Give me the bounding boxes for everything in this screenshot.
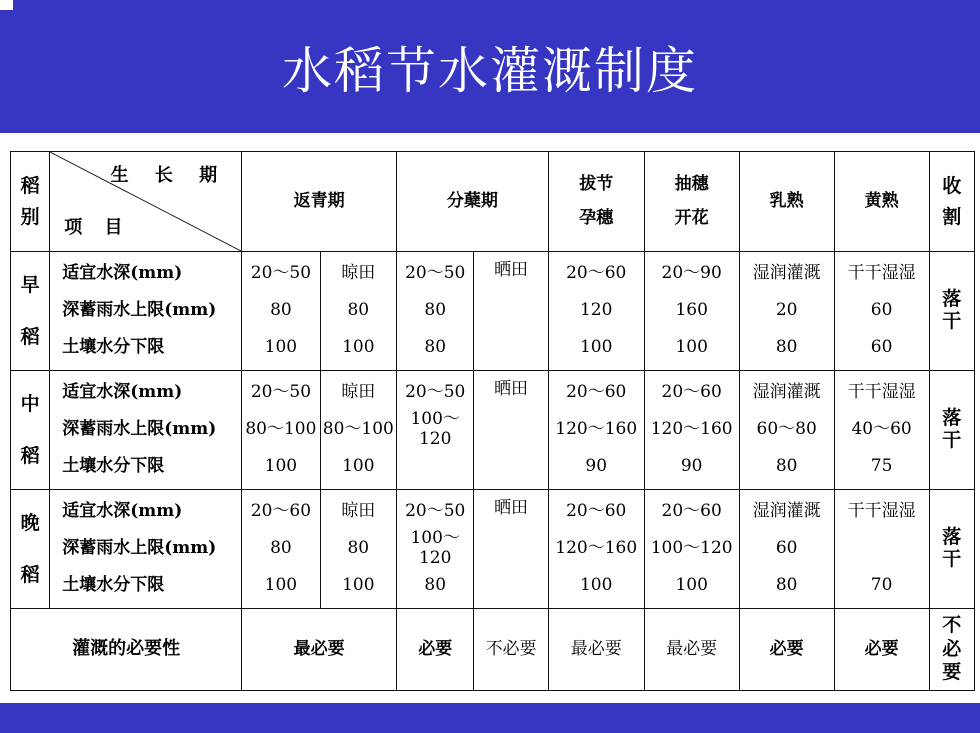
stage-header: 黄熟 — [834, 152, 929, 252]
diagonal-header-cell — [50, 152, 242, 252]
value-cell — [834, 371, 929, 490]
rice-type-cell: 早 稻 — [11, 252, 50, 371]
value-text: 80 — [775, 575, 798, 596]
value-cell — [834, 490, 929, 609]
necessity-cell: 不 必 要 — [929, 609, 974, 691]
value-text — [474, 527, 547, 564]
value-text: 100 — [264, 456, 298, 477]
value-text: 20～50 — [250, 382, 312, 403]
value-text: 90 — [585, 456, 608, 477]
value-text — [474, 326, 547, 363]
item-name: 适宜水深(mm) — [62, 501, 183, 522]
value-cell — [320, 490, 396, 609]
value-text: 20 — [775, 300, 798, 321]
value-cell — [397, 371, 474, 490]
necessity-cell: 最必要 — [644, 609, 739, 691]
value-text: 20～60 — [566, 382, 627, 403]
value-text: 70 — [870, 575, 893, 596]
harvest-cell: 落 干 — [929, 490, 974, 609]
stage-header: 返青期 — [242, 152, 397, 252]
value-text — [474, 564, 547, 601]
value-text: 20～90 — [661, 263, 722, 284]
value-text: 60 — [870, 337, 893, 358]
item-name: 土壤水分下限 — [62, 456, 165, 477]
value-text: 80 — [270, 538, 292, 559]
value-text: 120～160 — [555, 538, 638, 559]
rice-group-row — [11, 371, 975, 490]
item-name: 土壤水分下限 — [62, 575, 165, 596]
value-text: 晾田 — [341, 501, 376, 522]
value-text: 20～50 — [405, 501, 466, 522]
value-text: 80 — [775, 456, 798, 477]
value-text: 100 — [342, 337, 375, 358]
value-cell — [644, 371, 739, 490]
irrigation-table — [10, 151, 975, 691]
page-title: 水稻节水灌溉制度 — [282, 42, 698, 100]
value-text: 120 — [579, 300, 613, 321]
rice-type-cell: 晚 稻 — [11, 490, 50, 609]
rice-group-row — [11, 252, 975, 371]
value-text: 100～120 — [410, 528, 460, 568]
value-text: 晒田 — [494, 259, 529, 280]
value-text: 75 — [870, 456, 893, 477]
value-cell — [739, 490, 834, 609]
stage-header: 乳熟 — [739, 152, 834, 252]
value-text: 100 — [264, 337, 298, 358]
value-text: 100 — [579, 575, 613, 596]
value-cell — [397, 490, 474, 609]
item-name: 适宜水深(mm) — [62, 382, 183, 403]
rice-type-cell: 中 稻 — [11, 371, 50, 490]
value-text: 20～60 — [661, 382, 722, 403]
value-cell — [548, 490, 644, 609]
value-cell — [739, 252, 834, 371]
value-text: 20～50 — [250, 263, 312, 284]
header-row — [11, 152, 975, 252]
table-panel — [0, 133, 980, 703]
value-text: 晾田 — [341, 263, 376, 284]
item-name: 适宜水深(mm) — [62, 263, 183, 284]
value-text: 湿润灌溉 — [752, 382, 821, 403]
value-text: 80 — [347, 300, 370, 321]
value-text: 60 — [775, 538, 798, 559]
necessity-cell: 必要 — [397, 609, 474, 691]
value-text: 80 — [424, 575, 447, 596]
necessity-cell: 必要 — [739, 609, 834, 691]
rice-group-row — [11, 490, 975, 609]
value-cell — [548, 252, 644, 371]
value-cell — [242, 371, 320, 490]
value-text: 100 — [342, 456, 375, 477]
value-text: 60 — [870, 300, 893, 321]
value-text — [474, 445, 547, 482]
value-cell — [474, 252, 548, 371]
value-cell — [644, 490, 739, 609]
value-text: 100～120 — [650, 538, 733, 559]
value-text: 40～60 — [851, 419, 912, 440]
value-text: 干干湿湿 — [847, 501, 916, 522]
necessity-cell: 最必要 — [242, 609, 397, 691]
value-text: 20～50 — [405, 382, 466, 403]
value-text: 100 — [675, 337, 708, 358]
value-text: 80 — [270, 300, 292, 321]
value-text — [835, 531, 929, 568]
item-list-cell — [50, 490, 242, 609]
value-text: 100～120 — [410, 409, 460, 449]
value-text: 晒田 — [494, 497, 529, 518]
value-text: 晒田 — [494, 378, 529, 399]
necessity-label: 灌溉的必要性 — [11, 609, 242, 691]
value-text: 晾田 — [341, 382, 376, 403]
value-text: 90 — [680, 456, 703, 477]
harvest-cell: 落 干 — [929, 252, 974, 371]
value-text: 80～100 — [322, 419, 394, 440]
value-text: 100 — [675, 575, 708, 596]
growth-period-label: 生 长 期 — [110, 165, 228, 186]
item-name: 深蓄雨水上限(mm) — [62, 300, 217, 321]
value-text — [397, 449, 473, 486]
value-text: 100 — [579, 337, 613, 358]
value-text — [474, 408, 547, 445]
item-label: 项 目 — [64, 217, 131, 239]
stage-header: 拔节 孕穗 — [548, 152, 644, 252]
value-cell — [474, 371, 548, 490]
value-text: 20～60 — [566, 263, 627, 284]
stage-header: 收 割 — [929, 152, 974, 252]
value-text: 120～160 — [555, 419, 638, 440]
item-list-cell — [50, 371, 242, 490]
value-text: 60～80 — [756, 419, 817, 440]
value-cell — [320, 252, 396, 371]
value-text: 80 — [347, 538, 370, 559]
value-cell — [739, 371, 834, 490]
value-text: 20～60 — [250, 501, 312, 522]
value-cell — [548, 371, 644, 490]
value-text: 160 — [675, 300, 708, 321]
item-name: 土壤水分下限 — [62, 337, 165, 358]
value-text: 80～100 — [245, 419, 317, 440]
harvest-cell: 落 干 — [929, 371, 974, 490]
value-cell — [644, 252, 739, 371]
value-text: 湿润灌溉 — [752, 263, 821, 284]
value-text: 干干湿湿 — [847, 382, 916, 403]
item-name: 深蓄雨水上限(mm) — [62, 538, 217, 559]
necessity-cell: 不必要 — [474, 609, 548, 691]
value-text: 湿润灌溉 — [752, 501, 821, 522]
value-cell — [242, 490, 320, 609]
value-text — [474, 289, 547, 326]
necessity-row — [11, 609, 975, 691]
bottom-bar — [0, 703, 980, 733]
value-text: 80 — [424, 337, 447, 358]
value-text: 20～60 — [661, 501, 722, 522]
value-text: 80 — [424, 300, 447, 321]
rice-type-header: 稻 别 — [11, 152, 50, 252]
value-text: 100 — [342, 575, 375, 596]
necessity-cell: 最必要 — [548, 609, 644, 691]
value-text: 干干湿湿 — [847, 263, 916, 284]
value-cell — [320, 371, 396, 490]
necessity-cell: 必要 — [834, 609, 929, 691]
item-name: 深蓄雨水上限(mm) — [62, 419, 217, 440]
value-text: 120～160 — [650, 419, 733, 440]
value-text: 80 — [775, 337, 798, 358]
value-cell — [242, 252, 320, 371]
stage-header: 分蘖期 — [397, 152, 549, 252]
value-text: 20～60 — [566, 501, 627, 522]
value-cell — [834, 252, 929, 371]
value-text: 100 — [264, 575, 298, 596]
stage-header: 抽穗 开花 — [644, 152, 739, 252]
value-cell — [474, 490, 548, 609]
value-text: 20～50 — [405, 263, 466, 284]
item-list-cell — [50, 252, 242, 371]
value-cell — [397, 252, 474, 371]
